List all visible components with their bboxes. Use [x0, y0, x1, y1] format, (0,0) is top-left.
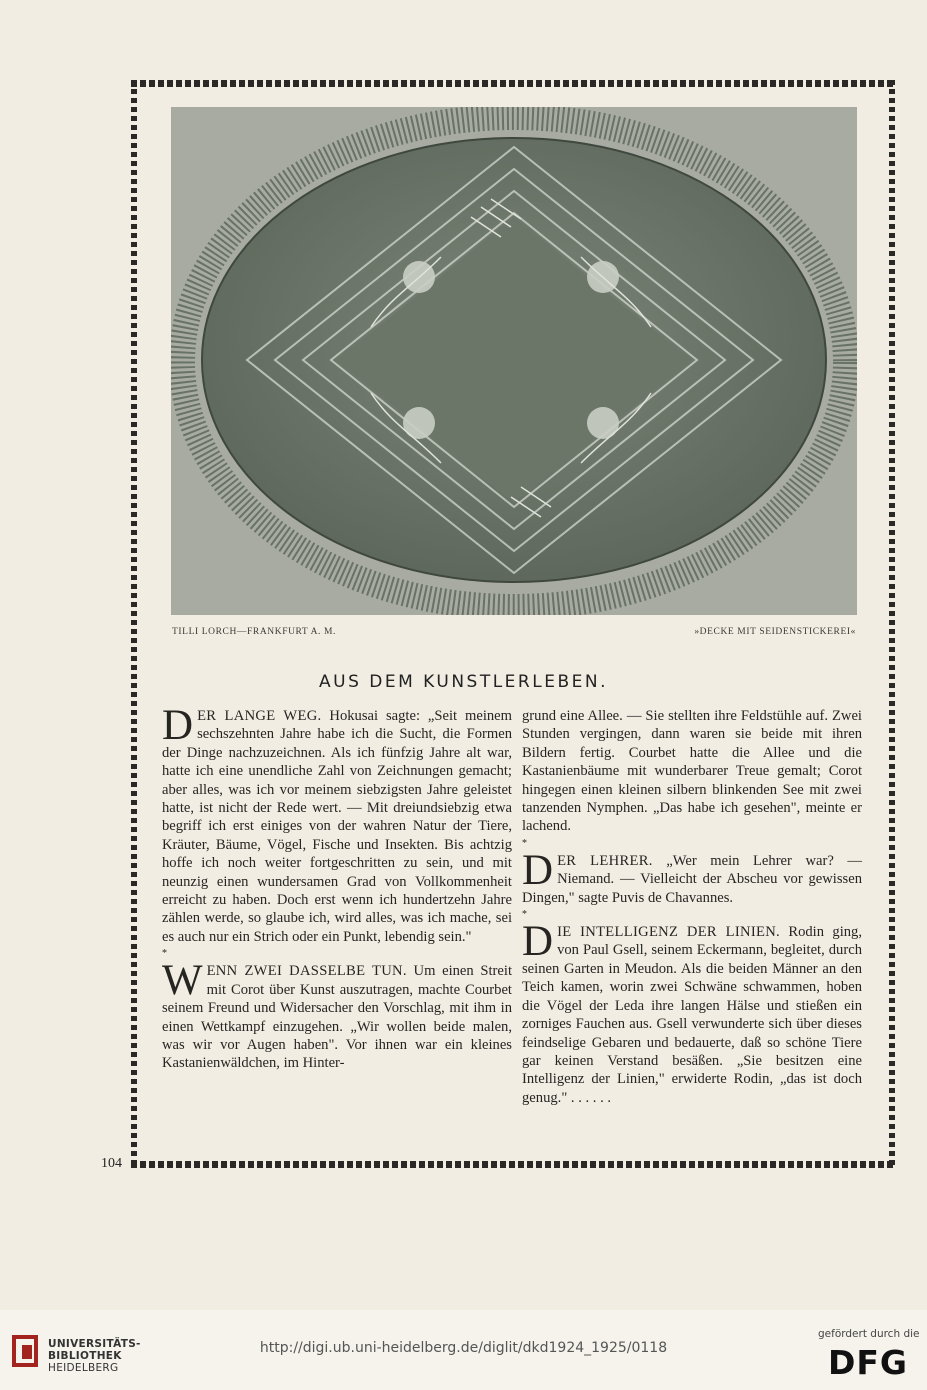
article-title: AUS DEM KUNSTLERLEBEN.: [319, 672, 608, 692]
section-separator: *: [162, 948, 167, 960]
section-heading: IE INTELLIGENZ DER LINIEN.: [557, 924, 780, 941]
tablecloth-photograph: [171, 107, 857, 615]
page-number: 104: [101, 1156, 122, 1171]
section-heading: ER LANGE WEG.: [197, 708, 322, 724]
photo-caption-artist: TILLI LORCH—FRANKFURT A. M.: [172, 627, 337, 637]
section-heading: ER LEHRER.: [557, 852, 653, 869]
paragraph-continuation: grund eine Allee. — Sie stellten ihre Feldstühle auf. Zwei Stunden vergingen, dann waren sie beide mit ihren Bildern fertig. Courbet hatte die Allee und die Kastanienbäume mit wunderbarer Treue gemalt; Corot hingegen einen kleinen silbern blinkenden See mit zwei tanzenden Nymphen. „Das habe ich gesehen", meinte er lachend.: [522, 708, 862, 835]
paragraph-text: Hokusai sagte: „Seit meinem sechszehnten Jahre habe ich die Sucht, die Formen der Dinge nachzuzeichnen. Als ich fünfzig Jahre alt war, hatte ich eine unendliche Zahl von Zeichnungen gemacht; aber alles, was ich vor meinem siebzigsten Jahre geleistet hatte, ist nicht der Rede wert. — Mit dreiundsiebzig etwa begriff ich erst einiges von der wahren Natur der Tiere, Kräuter, Bäume, Vögel, Fische und Insekten. Bis achtzig hoffe ich noch weiter fortgeschritten zu sein, und mit neunzig einen wundersamen Grad von Vollkommenheit erreicht zu haben. Doch erst wenn ich hundertzehn Jahre zählen werde, so glaube ich, wird alles, was ich mache, sei es auch nur ein Strich oder ein Punkt, lebendig sein.": [162, 708, 513, 945]
section-separator: *: [522, 909, 527, 921]
section-heading: ENN ZWEI DASSELBE TUN.: [206, 963, 407, 980]
paragraph-text: „Wer mein Lehrer war? — Niemand. — Vielleicht der Abscheu vor gewissen Dingen," sagte Puvis de Chavannes.: [522, 852, 862, 906]
library-name-line3: HEIDELBERG: [48, 1362, 119, 1374]
dfg-logo: DFG: [828, 1343, 909, 1382]
paragraph-der-lange-weg: [162, 702, 513, 946]
top-border-ornament: [131, 80, 895, 87]
paragraph-der-lehrer: [522, 846, 862, 907]
paragraph-die-intelligenz-der-linien: [522, 918, 862, 1107]
drop-cap: D: [522, 846, 554, 894]
drop-cap: D: [522, 918, 554, 966]
section-separator: *: [522, 837, 527, 849]
paragraph-wenn-zwei-dasselbe-tun: [162, 957, 513, 1072]
left-column: [162, 702, 513, 1073]
drop-cap: D: [162, 702, 194, 749]
embroidered-tablecloth-illustration: [171, 107, 857, 615]
right-column: [522, 707, 862, 1107]
paragraph-text: Rodin ging, von Paul Gsell, seinem Eckermann, begleitet, durch seinen Garten in Meudon. Als die beiden Männer an den Teich kamen, worin zwei Schwäne schwammen, hoben die Vögel der Leda ihre langen Hälse und stießen ein zorniges Fauchen aus. Gsell verwunderte sich über dieses feindselige Gebaren und bedauerte, daß so schöne Tiere gar keinen Verstand besäßen. „Sie besitzen eine Intelligenz der Linien," erwiderte Rodin, „das ist doch genug." . . . . . .: [522, 924, 862, 1106]
funding-label: gefördert durch die: [818, 1328, 920, 1340]
right-border-ornament: [889, 80, 895, 1168]
bottom-border-ornament: [131, 1161, 895, 1168]
left-border-ornament: [131, 80, 137, 1168]
photo-caption-title: »DECKE MIT SEIDENSTICKEREI«: [694, 627, 856, 637]
drop-cap: W: [162, 957, 203, 1005]
library-name-line2: BIBLIOTHEK: [48, 1350, 122, 1362]
paragraph-text: Um einen Streit mit Corot über Kunst auszutragen, machte Courbet seinem Freund und Widersacher den Vorschlag, mit ihm in einen Wettkampf einzugehen. „Wir wollen beide malen, was wir vor Augen haben". Vor ihnen war ein kleines Kastanienwäldchen, im Hinter-: [162, 963, 513, 1072]
permalink-url[interactable]: http://digi.ub.uni-heidelberg.de/diglit/dkd1924_1925/0118: [259, 1340, 668, 1356]
library-name-line1: UNIVERSITÄTS-: [48, 1338, 141, 1350]
